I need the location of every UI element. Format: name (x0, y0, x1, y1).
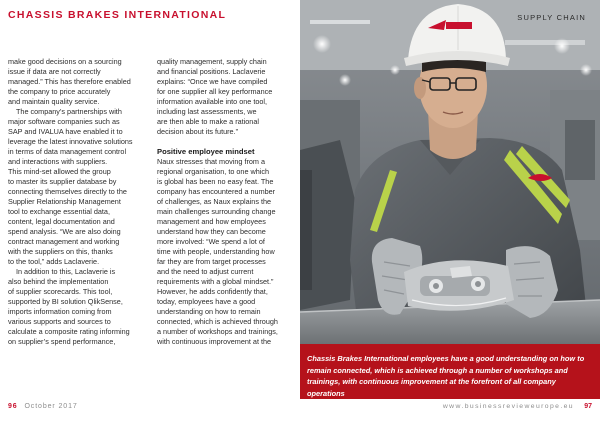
masthead-title: CHASSIS BRAKES INTERNATIONAL (8, 9, 227, 21)
text-line: and maintain quality service. (8, 97, 100, 107)
text-line: the company to price accurately (8, 87, 111, 97)
text-line: issue if data are not correctly (8, 67, 101, 77)
text-line: supported by BI solution QlikSense, (8, 297, 123, 307)
article-column-1 (8, 57, 150, 347)
text-line: in terms of data management control (8, 147, 127, 157)
text-line: also behind the implementation (8, 277, 109, 287)
text-line: make good decisions on a sourcing (8, 57, 122, 66)
text-line: on supplier’s spend performance, (8, 337, 116, 347)
text-line: Naux stresses that moving from a (157, 157, 265, 167)
text-line: understand how they can become (157, 227, 266, 237)
text-line: quality management, supply chain (157, 57, 267, 66)
section-label: SUPPLY CHAIN (517, 13, 586, 22)
text-line: SAP and IVALUA have enabled it to (8, 127, 123, 137)
text-line: content, legal documentation and (8, 217, 115, 227)
text-line: and the need to adjust current (157, 267, 254, 277)
text-line: explains: “Once we have compiled (157, 77, 268, 87)
article-column-2 (157, 57, 299, 347)
text-line: tool to exchange essential data, (8, 207, 110, 217)
caption-text: Chassis Brakes International employees have a good understanding on how to remain connected, which is achieved through a number of workshops and trainings, with continuous improvement at the forefront of all company operations (307, 354, 585, 398)
text-line: main challenges surrounding change (157, 207, 276, 217)
text-line: to the tool,” adds Laclaverie. (8, 257, 100, 267)
text-line: The company’s partnerships with (16, 107, 122, 117)
photo-caption (300, 344, 600, 399)
text-line: company has encountered a number (157, 187, 276, 197)
text-line: managed.” This has therefore enabled (8, 77, 131, 87)
right-page (300, 0, 600, 424)
text-line: including last assessments, we (157, 107, 257, 117)
text-line: Supplier Relationship Management (8, 197, 121, 207)
text-line: However, he adds confidently that, (157, 287, 268, 297)
text-line: today, employees have a good (157, 297, 256, 307)
text-line: major software companies such as (8, 117, 120, 127)
text-line: leverage the latest innovative solutions (8, 137, 133, 147)
section-heading: Positive employee mindset (157, 147, 255, 157)
text-line: of challenges, as Naux explains the (157, 197, 272, 207)
text-line: and financial positions. Laclaverie (157, 67, 266, 77)
text-line: a number of workshops and trainings, (157, 327, 278, 337)
text-line: connecting themselves directly to the (8, 187, 127, 197)
text-line: with continuous improvement at the (157, 337, 272, 347)
text-line: connected, which is achieved through (157, 317, 278, 327)
issue-date: October 2017 (24, 403, 78, 410)
text-line: and interactions with suppliers. (8, 157, 108, 167)
text-line: various supports and sources to (8, 317, 111, 327)
page-number: 97 (584, 403, 592, 410)
text-line: more involved: “We spend a lot of (157, 237, 265, 247)
text-line: is global has been no easy feat. The (157, 177, 274, 187)
text-line: decision about its future.” (157, 127, 239, 137)
text-line: calculate a composite rating informing (8, 327, 130, 337)
text-line: understanding on how to remain (157, 307, 261, 317)
page-footer-right (300, 399, 600, 424)
text-line: regional organisation, to one which (157, 167, 270, 177)
text-line: management and how employees (157, 217, 266, 227)
text-line: spend analysis. “We are also doing (8, 227, 121, 237)
text-line: of supplier scorecards. This tool, (8, 287, 113, 297)
text-line: imports information coming from (8, 307, 112, 317)
text-line: requirements with a global mindset.” (157, 277, 274, 287)
text-line: contract management and working (8, 237, 120, 247)
text-line: are then able to make a rational (157, 117, 259, 127)
text-line: far they are from target processes (157, 257, 266, 267)
text-line: for one supplier all key performance (157, 87, 273, 97)
page-number: 96 (8, 403, 18, 410)
text-line: In addition to this, Laclaverie is (16, 267, 116, 277)
text-line: with the suppliers on this, thanks (8, 247, 113, 257)
text-line: information available into one tool, (157, 97, 268, 107)
text-line: This mind-set allowed the group (8, 167, 111, 177)
page-footer-left (8, 403, 78, 410)
website-url[interactable]: www.businessrevieweurope.eu (442, 403, 574, 410)
text-line: time with people, understanding how (157, 247, 275, 257)
text-line: to master its supplier database by (8, 177, 117, 187)
